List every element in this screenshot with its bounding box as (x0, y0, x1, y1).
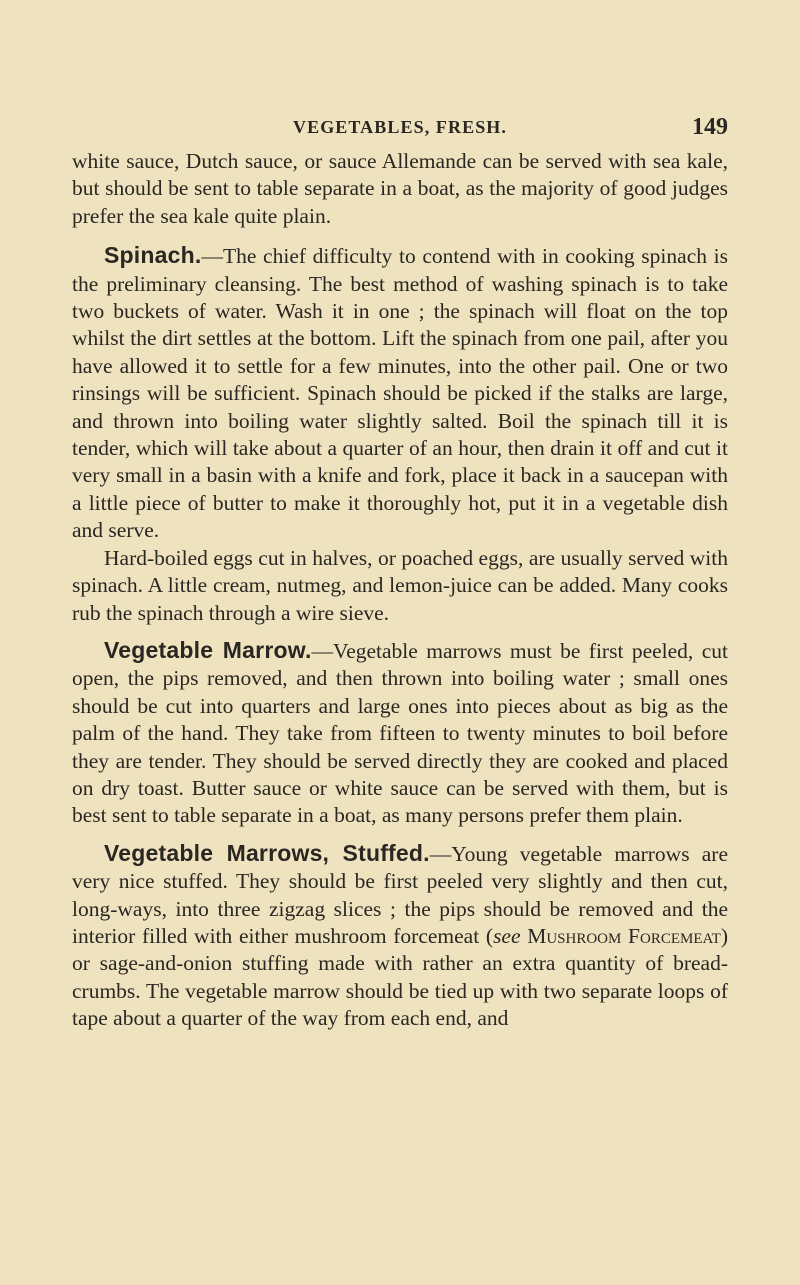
stuffed-marrows-heading: Vegetable Marrows, Stuffed. (104, 839, 430, 866)
page-header (72, 112, 728, 142)
stuffed-marrows-text-end: ) or sage-and-onion stuffing made with rather an extra quantity of bread-crumbs. The vegetable marrow should be tied up with two separate loops of tape about a quarter of the way from each end, and (72, 923, 729, 1031)
vegetable-marrow-text: —Vegetable marrows must be first peeled, cut open, the pips removed, and then thrown into boiling water ; small ones should be cut into quarters and large ones into pieces about as big as the palm of the hand. They take from fifteen to twenty minutes to boil before they are tender. They should be served directly they are cooked and placed on dry toast. Butter sauce or white sauce can be served with them, but is best sent to table separate in a boat, as many persons prefer them plain. (72, 638, 728, 828)
spinach-paragraph (72, 242, 728, 544)
spinach-text: —The chief difficulty to contend with in cooking spinach is the preliminary cleansing. The best method of washing spinach is to take two buckets of water. Wash it in one ; the spinach will float on the top whilst the dirt settles at the bottom. Lift the spinach from one pail, after you have allowed it to settle for a few minutes, into the other pail. One or two rinsings will be sufficient. Spinach should be picked if the stalks are large, and thrown into boiling water slightly salted. Boil the spinach till it is tender, which will take about a quarter of an hour, then drain it off and cut it very small in a basin with a knife and fork, place it back in a saucepan with a little piece of butter to make it thoroughly hot, put it in a vegetable dish and serve. (72, 244, 728, 543)
page-number: 149 (692, 114, 728, 140)
continuation-paragraph: white sauce, Dutch sauce, or sauce Allemande can be served with sea kale, but should be sent to table separate in a boat, as the majority of good judges prefer the sea kale quite plain. (72, 149, 728, 228)
vegetable-marrow-paragraph (72, 637, 728, 830)
see-reference-word: see (493, 923, 521, 948)
vegetable-marrow-heading: Vegetable Marrow. (104, 636, 312, 663)
stuffed-marrows-paragraph (72, 840, 728, 1033)
stuffed-marrows-text-start: —Young vegetable marrows are very nice stuffed. They should be first peeled very slightly and then cut, long-ways, into three zigzag slices ; the pips should be removed and the interior filled with either mushroom forcemeat ( (72, 841, 729, 948)
running-head: VEGETABLES, FRESH. (292, 117, 508, 137)
eggs-paragraph: Hard-boiled eggs cut in halves, or poached eggs, are usually served with spinach. A little cream, nutmeg, and lemon-juice can be added. Many cooks rub the spinach through a wire sieve. (72, 545, 728, 625)
spinach-heading: Spinach. (104, 242, 202, 269)
page-body (72, 148, 728, 1033)
mushroom-forcemeat-reference: Mushroom Forcemeat (527, 923, 721, 948)
